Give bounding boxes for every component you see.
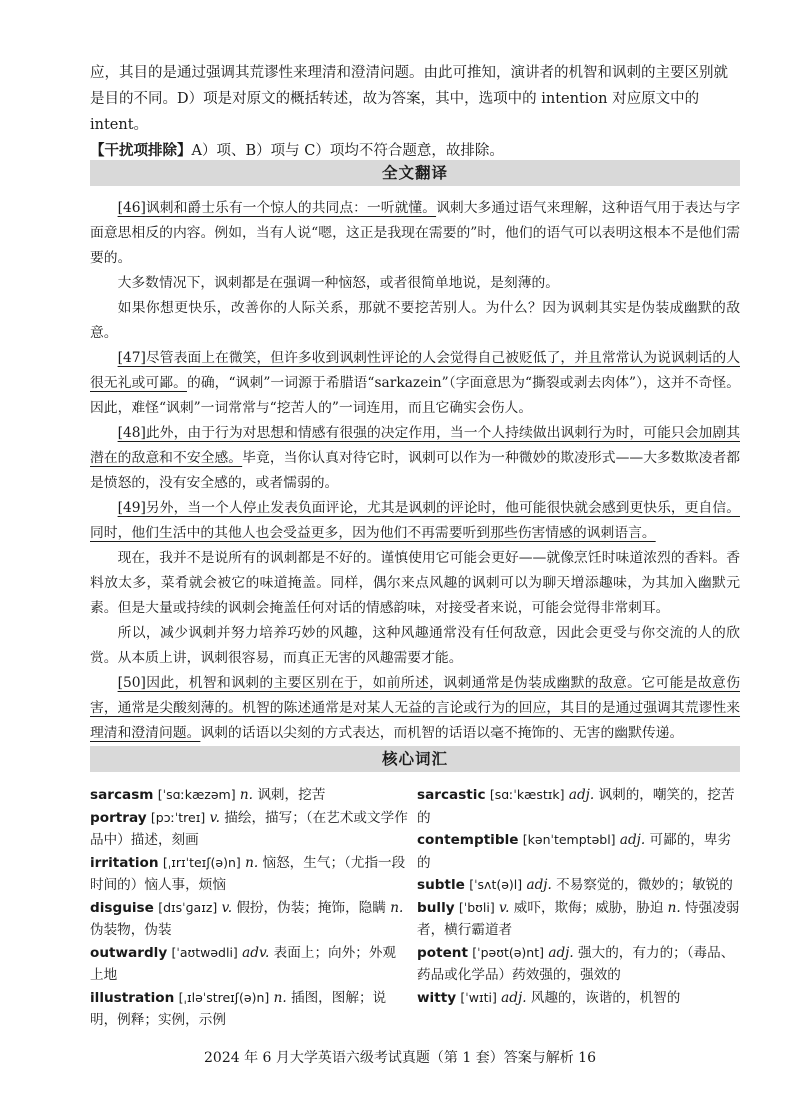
distractor-label: 【干扰项排除】 (90, 143, 192, 159)
vocab-pos: adj. (548, 944, 574, 961)
vocab-definition: 插图，图解；说明，例释；实例，示例 (90, 989, 387, 1028)
vocab-definition-2: 恃强凌弱者，横行霸道者 (417, 899, 740, 938)
para-46-rest: 讽刺大多通过语气来理解，这种语气用于表达与字面意思相反的内容。例如，当有人说“嗯，这正是我现在需要的”时，他们的语气可以表明这根本不是他们需要的。 (90, 200, 741, 266)
vocab-phonetic: [pɔːˈtreɪ] (150, 809, 206, 825)
vocab-definition-2: 伪装物，伪装 (90, 922, 172, 938)
vocab-entry (90, 807, 408, 852)
vocab-pos: n. (273, 989, 287, 1006)
vocab-right-column (417, 784, 740, 1009)
vocab-word: subtle (417, 877, 465, 893)
para-48-rest: 毕竟，当你认真对待它时，讽刺可以作为一种微妙的欺凌形式——大多数欺凌者都是愤怒的，没有安全感的，或者懦弱的。 (90, 450, 741, 491)
vocab-definition: 假扮，伪装；掩饰，隐瞒 (236, 899, 386, 916)
vocab-definition: 讽刺，挖苦 (257, 787, 326, 803)
vocab-word: contemptible (417, 832, 519, 848)
vocab-definition: 讽刺的，嘲笑的，挖苦的 (417, 787, 735, 826)
para-2: 大多数情况下，讽刺都是在强调一种恼怒，或者很简单地说，是刻薄的。 (117, 275, 560, 291)
vocab-entry (90, 852, 408, 897)
vocab-entry (417, 874, 740, 897)
vocab-header: 核心词汇 (90, 746, 740, 772)
vocab-entry (90, 784, 408, 807)
vocab-pos: adj. (501, 989, 527, 1006)
vocab-entry (417, 942, 740, 987)
vocab-pos-2: n. (390, 899, 404, 916)
vocab-pos-2: n. (667, 899, 681, 916)
vocab-definition: 不易察觉的，微妙的；敏锐的 (556, 877, 733, 893)
para-47-underlined: [47]尽管表面上在微笑，但许多收到讽刺性评论的人会觉得自己被贬低了，并且常常认为说讽刺话的人很无礼或可鄙。 (90, 350, 740, 391)
vocab-word: potent (417, 944, 468, 961)
para-46 (90, 196, 740, 271)
para-6: 所以，减少讽刺并努力培养巧妙的风趣，这种风趣通常没有任何敌意，因此会更受与你交流的人的欣赏。从本质上讲，讽刺很容易，而真正无害的风趣需要才能。 (90, 625, 740, 666)
vocab-pos: n. (245, 854, 259, 871)
vocab-word: irritation (90, 854, 159, 871)
vocab-word: illustration (90, 989, 175, 1006)
vocab-definition: 表面上；向外；外观上地 (90, 944, 397, 983)
vocab-left-column (90, 784, 408, 1032)
translation-header: 全文翻译 (90, 160, 740, 186)
para-49-underlined-a: [49]另外，当一个人停止发表负面评论，尤其是讽刺的评论时，他可能很快就会感到更快乐，更自信。 (117, 500, 740, 516)
vocab-word: outwardly (90, 944, 168, 961)
vocab-entry (90, 897, 408, 942)
para-49-underlined-b: 同时，他们生活中的其他人也会受益更多，因为他们不再需要听到那些伤害情感的讽刺语言。 (90, 525, 656, 541)
vocab-word: disguise (90, 899, 154, 916)
vocab-definition: 描绘，描写；（在艺术或文学作品中）描述，刻画 (90, 809, 408, 848)
para-50-underlined-a: [50]因此，机智和讽刺的主要区别在于，如前所述，讽刺通常是伪装成幽默的敌意。它可能是故意伤害，通常是尖酸刻薄的。 (90, 675, 740, 716)
para-5: 现在，我并不是说所有的讽刺都是不好的。谨慎使用它可能会更好——就像烹饪时味道浓烈的香料。香料放太多，菜肴就会被它的味道掩盖。同样，偶尔来点风趣的讽刺可以为聊天增添趣味，为其加入幽默元素。但是大量或持续的讽刺会掩盖任何对话的情感韵味，对接受者来说，可能会觉得非常刺耳。 (90, 550, 740, 616)
vocab-pos: v. (221, 899, 233, 916)
vocab-entry (90, 942, 408, 987)
vocab-phonetic: [ˈsɑːkæzəm] (157, 787, 236, 802)
distractor-text: A）项、B）项与 C）项均不符合题意，故排除。 (191, 143, 504, 159)
vocab-word: witty (417, 989, 457, 1006)
page-footer: 2024 年 6 月大学英语六级考试真题（第 1 套）答案与解析 16 (204, 1050, 596, 1066)
vocab-word: sarcasm (90, 787, 154, 803)
para-50 (90, 671, 740, 746)
para-48 (90, 421, 740, 496)
vocab-word: portray (90, 809, 147, 826)
vocab-phonetic: [sɑːˈkæstɪk] (489, 787, 565, 802)
vocab-definition: 威吓，欺侮；威胁，胁迫 (513, 899, 664, 916)
vocab-pos: adv. (242, 944, 270, 961)
vocab-pos: adj. (619, 832, 646, 848)
vocab-pos: v. (499, 899, 510, 916)
vocab-entry (417, 829, 740, 874)
vocab-entry (417, 784, 740, 829)
para-47-rest: 的确，“讽刺”一词源于希腊语“sarkazein”（字面意思为“撕裂或剥去肉体”），这并不奇怪。因此，难怪“讽刺”一词常常与“挖苦人的”一词连用，而且它确实会伤人。 (90, 375, 741, 416)
para-50-rest: 讽刺的话语以尖刻的方式表达，而机智的话语以毫不掩饰的、无害的幽默传递。 (200, 725, 684, 741)
para-49 (90, 496, 740, 546)
vocab-phonetic: [ˈwɪti] (460, 989, 497, 1005)
vocab-word: bully (417, 899, 455, 916)
para-48-underlined: [48]此外，由于行为对思想和情感有很强的决定作用，当一个人持续做出讽刺行为时，可能只会加剧其潜在的敌意和不安全感。 (90, 425, 740, 466)
vocab-phonetic: [ˈbʊli] (458, 899, 495, 915)
vocab-word: sarcastic (417, 787, 486, 803)
vocab-entry (90, 987, 408, 1032)
vocab-pos: n. (239, 787, 253, 803)
intro-paragraph: 应，其目的是通过强调其荒谬性来理清和澄清问题。由此可推知，演讲者的机智和讽刺的主要区别就是目的不同。D）项是对原文的概括转述，故为答案，其中，选项中的 intention 对应原文中的 intent。 (90, 65, 728, 133)
vocab-pos: v. (209, 809, 220, 826)
vocab-entry (417, 897, 740, 942)
vocab-definition: 风趣的，诙谐的，机智的 (530, 989, 681, 1006)
translation-body (90, 196, 740, 746)
vocab-pos: adj. (568, 787, 595, 803)
vocab-phonetic: [kənˈtemptəbl] (522, 832, 616, 847)
vocab-entry (417, 987, 740, 1010)
vocab-phonetic: [ˌɪrɪˈteɪʃ(ə)n] (162, 854, 241, 870)
para-47 (90, 346, 740, 421)
intro-section (90, 60, 740, 164)
para-46-underlined: [46]讽刺和爵士乐有一个惊人的共同点：一听就懂。 (117, 200, 437, 216)
vocab-phonetic: [dɪsˈɡaɪz] (158, 899, 218, 915)
vocab-definition: 恼怒，生气；（尤指一段时间的）恼人事，烦恼 (90, 854, 406, 893)
para-50-underlined-b: 机智的陈述通常是对某人无益的言论或行为的回应，其目的是通过强调其荒谬性来理清和澄清问题。 (90, 700, 741, 741)
vocab-pos: adj. (526, 877, 552, 893)
para-3: 如果你想更快乐，改善你的人际关系，那就不要挖苦别人。为什么？因为讽刺其实是伪装成幽默的敌意。 (90, 300, 740, 341)
vocab-phonetic: [ˈpəʊt(ə)nt] (472, 944, 545, 960)
vocab-definition: 可鄙的，卑劣的 (417, 832, 732, 871)
vocab-definition: 强大的，有力的；（毒品、药品或化学品）药效强的，强效的 (417, 944, 735, 983)
vocab-phonetic: [ˈaʊtwədli] (171, 944, 238, 960)
vocab-phonetic: [ˈsʌt(ə)l] (469, 877, 523, 892)
vocab-phonetic: [ˌɪləˈstreɪʃ(ə)n] (178, 989, 270, 1005)
